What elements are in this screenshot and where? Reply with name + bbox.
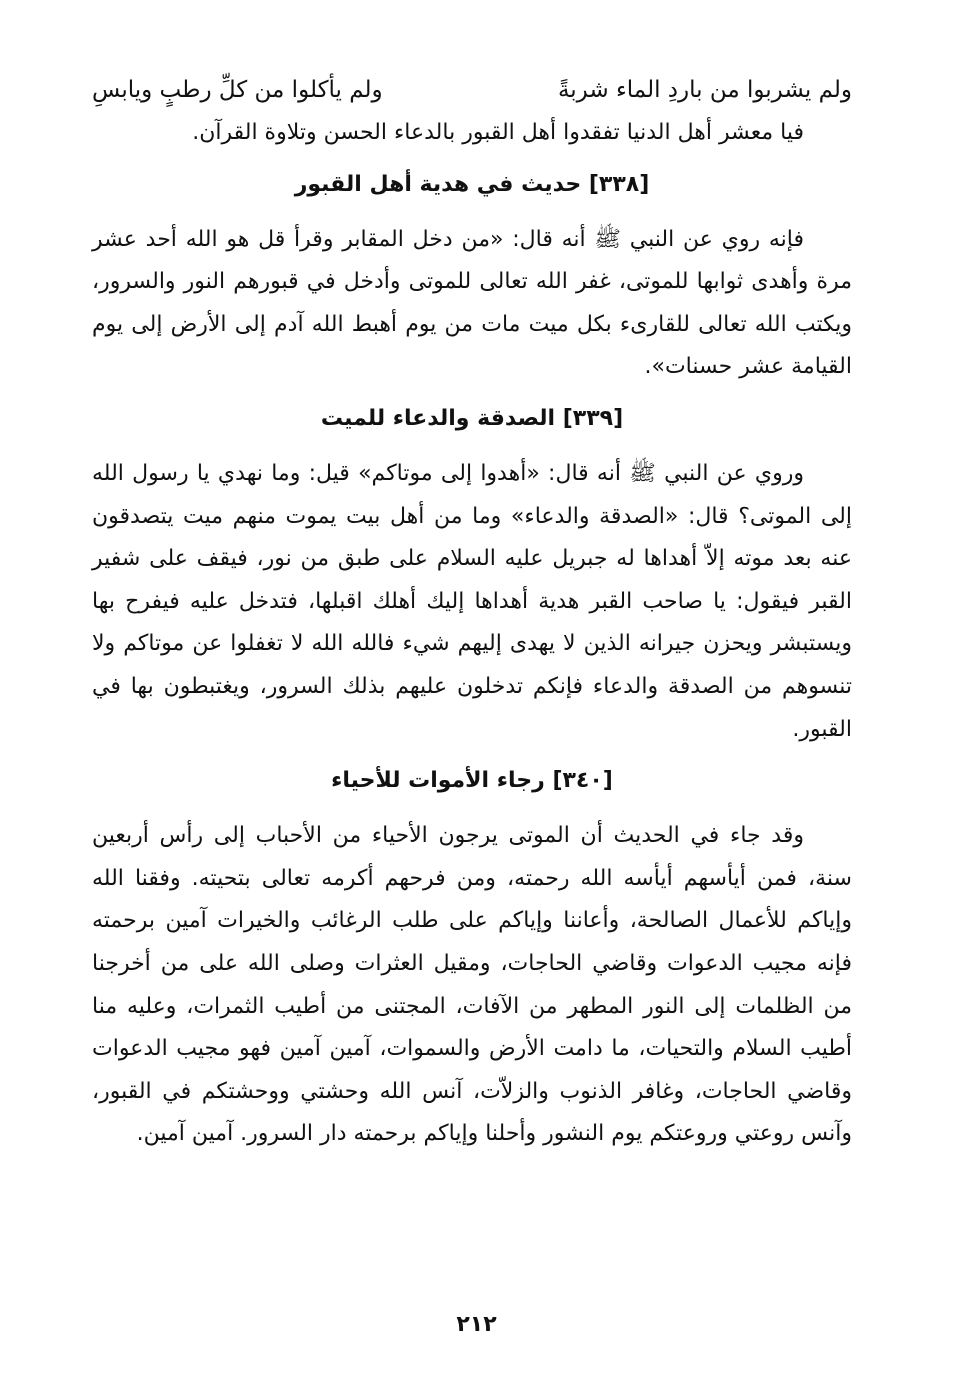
section-339-heading: [٣٣٩] الصدقة والدعاء للميت <box>320 405 624 431</box>
section-340-body: وقد جاء في الحديث أن الموتى يرجون الأحياء من الأحباب إلى رأس أربعين سنة، فمن أيأسهم أيأسه الله رحمته، ومن فرحهم أكرمه تعالى بتحيته. وفقنا الله وإياكم للأعمال الصالحة، وأعاننا وإياكم على طلب الرغائب والخيرات آمين برحمته فإنه مجيب الدعوات وقاضي الحاجات، ومقيل العثرات وصلى الله على من أخرجنا من الظلمات إلى النور المطهر من الآفات، المجتنى من أطيب الثمرات، وعليه منا أطيب السلام والتحيات، ما دامت الأرض والسموات، آمين آمين فهو مجيب الدعوات وقاضي الحاجات، وغافر الذنوب والزلاّت، آنس الله وحشتي ووحشتكم في القبور، وآنس روعتي وروعتكم يوم النشور وأحلنا وإياكم برحمته دار السرور. آمين آمين. <box>92 823 852 1147</box>
page-number: ٢١٢ <box>456 1312 497 1337</box>
section-338-body: فإنه روي عن النبي ﷺ أنه قال: «من دخل المقابر وقرأ قل هو الله أحد عشر مرة وأهدى ثوابها للموتى، غفر الله تعالى للموتى وأدخل في قبورهم النور والسرور، ويكتب الله تعالى للقارىء بكل ميت مات من يوم أهبط الله آدم إلى الأرض إلى يوم القيامة عشر حسنات». <box>92 226 852 380</box>
poem-right-hemistich: ولم يشربوا من باردِ الماء شربةً <box>557 77 852 103</box>
section-340-heading: [٣٤٠] رجاء الأموات للأحياء <box>331 768 613 794</box>
poem-left-hemistich: ولم يأكلوا من كلِّ رطبٍ ويابسِ <box>92 77 383 103</box>
intro-paragraph: فيا معشر أهل الدنيا تفقدوا أهل القبور بالدعاء الحسن وتلاوة القرآن. <box>192 120 804 145</box>
poem-verse <box>92 68 852 112</box>
section-338-heading: [٣٣٨] حديث في هدية أهل القبور <box>294 171 650 197</box>
page-body <box>92 68 852 1156</box>
section-339-body: وروي عن النبي ﷺ أنه قال: «أهدوا إلى موتاكم» قيل: وما نهدي يا رسول الله إلى الموتى؟ قال: «الصدقة والدعاء» وما من أهل بيت يموت منهم ميت يتصدقون عنه بعد موته إلاّ أهداها له جبريل عليه السلام على طبق من نور، فيقف على شفير القبر فيقول: يا صاحب القبر هدية أهداها إليك أهلك اقبلها، فتدخل عليه فيفرح بها ويستبشر ويحزن جيرانه الذين لا يهدى إليهم شيء فالله الله لا تغفلوا عن موتاكم ولا تنسوهم من الصدقة والدعاء فإنكم تدخلون عليهم بذلك السرور، ويغتبطون بها في القبور. <box>92 460 852 742</box>
